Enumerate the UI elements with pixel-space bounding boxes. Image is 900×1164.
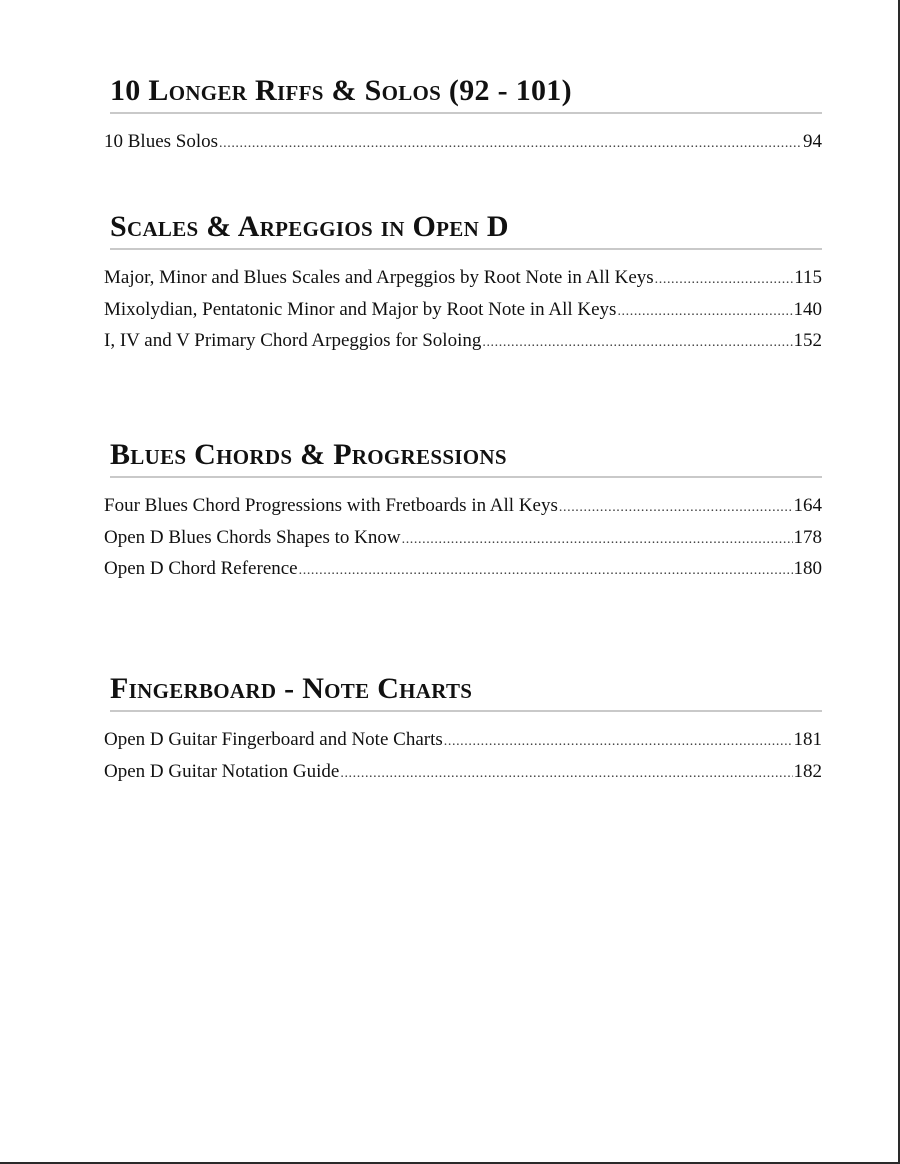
- dot-leader: [559, 492, 793, 524]
- toc-entry-page: 164: [793, 495, 822, 516]
- toc-entry-label: Four Blues Chord Progressions with Fretboards in All Keys: [104, 495, 558, 516]
- toc-entry[interactable]: [104, 325, 822, 357]
- toc-entry-label: Mixolydian, Pentatonic Minor and Major by Root Note in All Keys: [104, 298, 617, 320]
- toc-entry-page: 181: [793, 729, 822, 750]
- toc-entry[interactable]: [104, 522, 822, 554]
- toc-entry[interactable]: [104, 262, 822, 294]
- section-divider: [110, 112, 822, 114]
- section-title: Blues Chords & Progressions: [110, 438, 507, 471]
- section-title: 10 Longer Riffs & Solos (92 - 101): [110, 74, 572, 107]
- section-divider: [110, 476, 822, 478]
- section-divider: [110, 248, 822, 250]
- toc-entry-page: 115: [794, 267, 822, 288]
- dot-leader: [444, 726, 793, 758]
- toc-entry-page: 178: [793, 526, 822, 548]
- toc-section-fingerboard: [104, 672, 822, 787]
- section-title: Scales & Arpeggios in Open D: [110, 210, 509, 243]
- toc-entry[interactable]: [104, 490, 822, 522]
- toc-entry-page: 140: [793, 298, 822, 320]
- section-divider: [110, 710, 822, 712]
- toc-entry[interactable]: [104, 756, 822, 788]
- toc-entry[interactable]: [104, 126, 822, 158]
- toc-entry[interactable]: [104, 553, 822, 585]
- dot-leader: [655, 264, 794, 296]
- dot-leader: [219, 128, 802, 160]
- toc-section-blues-chords: [104, 438, 822, 585]
- toc-entry[interactable]: [104, 294, 822, 326]
- toc-entry-page: 180: [793, 558, 822, 579]
- dot-leader: [402, 524, 793, 556]
- toc-section-scales-arpeggios: [104, 210, 822, 357]
- toc-entry-label: Major, Minor and Blues Scales and Arpeggios by Root Note in All Keys: [104, 267, 654, 288]
- toc-section-longer-riffs: [104, 74, 822, 158]
- toc-entry-page: 152: [793, 330, 822, 351]
- toc-entry-label: Open D Blues Chords Shapes to Know: [104, 526, 401, 548]
- dot-leader: [299, 555, 793, 587]
- dot-leader: [617, 296, 792, 328]
- dot-leader: [482, 327, 792, 359]
- toc-entry-label: Open D Guitar Notation Guide: [104, 760, 340, 782]
- toc-entry-label: 10 Blues Solos: [104, 131, 219, 152]
- dot-leader: [340, 758, 792, 790]
- toc-entry-page: 182: [793, 760, 822, 782]
- toc-entry-label: I, IV and V Primary Chord Arpeggios for Soloing: [104, 330, 482, 351]
- toc-entry-label: Open D Guitar Fingerboard and Note Charts: [104, 729, 443, 750]
- toc-entry-page: 94: [803, 131, 822, 152]
- section-title: Fingerboard - Note Charts: [110, 672, 473, 705]
- toc-entry-label: Open D Chord Reference: [104, 558, 298, 579]
- toc-entry[interactable]: [104, 724, 822, 756]
